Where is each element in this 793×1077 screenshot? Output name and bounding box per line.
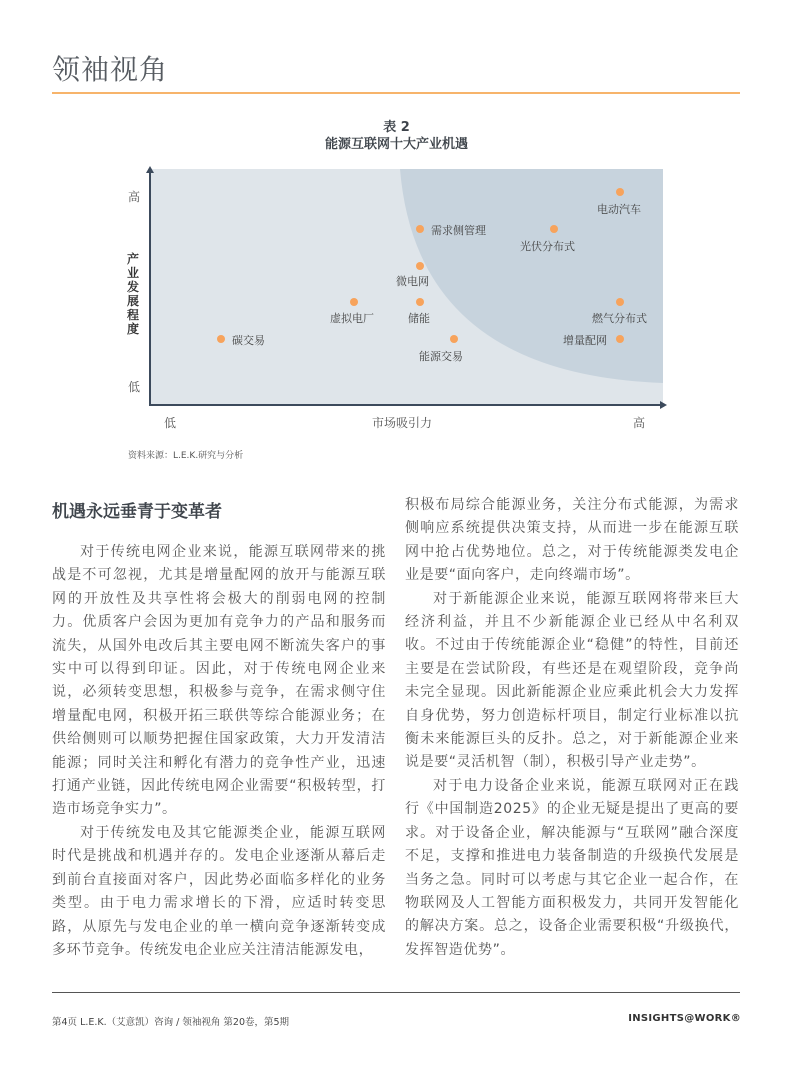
x-axis <box>149 404 663 406</box>
section-heading: 机遇永远垂青于变革者 <box>52 502 222 522</box>
paragraph: 对于新能源企业来说，能源互联网将带来巨大经济利益，并且不少新能源企业已经从中名利双收。不过由于传统能源企业“稳健”的特性，目前还主要是在尝试阶段，有些还是在观望阶段，竞争尚未完全显现。因此新能源企业应乘此机会大力发挥自身优势，努力创造标杆项目，制定行业标准以抗衡未来能源巨头的反扑。总之，对于新能源企业来说是要“灵活机智（制），积极引导产业走势”。 <box>405 590 739 771</box>
y-axis-title: 产业发展程度 <box>127 252 140 336</box>
point-label: 储能 <box>408 312 430 325</box>
x-axis-arrow-icon <box>660 401 667 409</box>
point-label: 燃气分布式 <box>592 312 647 325</box>
x-tick-low: 低 <box>164 416 177 430</box>
paragraph: 对于传统电网企业来说，能源互联网带来的挑战是不可忽视，尤其是增量配网的放开与能源互联网的开放性及共享性将会极大的削弱电网的控制力。优质客户会因为更加有竞争力的产品和服务而流失，从国外电改后其主要电网不断流失客户的事实中可以得到印证。因此，对于传统电网企业来说，必须转变思想，积极参与竞争，在需求侧守住增量配电网，积极开拓三联供等综合能源业务；在供给侧则可以顺势把握住国家政策，大力开发清洁能源；同时关注和孵化有潜力的竞争性产业，迅速打通产业链，因此传统电网企业需要“积极转型，打造市场竞争实力”。 <box>52 544 386 818</box>
point-label: 电动汽车 <box>597 203 641 216</box>
header-divider <box>52 92 740 94</box>
data-point <box>416 298 424 306</box>
footer-page-info: 第4页 L.E.K.（艾意凯）咨询 / 领袖视角 第20卷，第5期 <box>52 1017 290 1028</box>
data-point <box>350 298 358 306</box>
point-label: 碳交易 <box>232 334 265 347</box>
footer-divider <box>52 992 740 993</box>
y-axis <box>149 170 151 406</box>
y-axis-arrow-icon <box>146 166 154 173</box>
page-section-title: 领袖视角 <box>52 53 169 86</box>
data-point <box>616 298 624 306</box>
footer-brand: INSIGHTS@WORK® <box>628 1013 741 1024</box>
article-column-left <box>52 541 386 962</box>
data-point <box>450 335 458 343</box>
point-label: 需求侧管理 <box>431 224 486 237</box>
point-label: 增量配网 <box>563 334 607 347</box>
figure-source: 资料来源：L.E.K.研究与分析 <box>128 451 244 461</box>
y-tick-low: 低 <box>128 380 141 394</box>
data-point <box>217 335 225 343</box>
x-axis-title: 市场吸引力 <box>372 416 433 430</box>
figure-number: 表 2 <box>383 120 410 135</box>
paragraph: 对于传统发电及其它能源类企业，能源互联网时代是挑战和机遇并存的。发电企业逐渐从幕后走到前台直接面对客户，因此势必面临多样化的业务类型。由于电力需求增长的下滑，应适时转变思路，从原先与发电企业的单一横向竞争逐渐转变成多环节竞争。传统发电企业应关注清洁能源发电， <box>52 824 386 958</box>
x-tick-high: 高 <box>633 416 646 430</box>
point-label: 光伏分布式 <box>520 240 575 253</box>
data-point <box>416 225 424 233</box>
data-point <box>550 225 558 233</box>
opportunity-matrix-chart <box>110 160 680 460</box>
data-point <box>416 262 424 270</box>
article-column-right <box>405 494 739 962</box>
paragraph: 对于电力设备企业来说，能源互联网对正在践行《中国制造2025》的企业无疑是提出了更高的要求。对于设备企业，解决能源与“互联网”融合深度不足，支撑和推进电力装备制造的升级换代发展是当务之急。同时可以考虑与其它企业一起合作，在物联网及人工智能方面积极发力，共同开发智能化的解决方案。总之，设备企业需要积极“升级换代，发挥智造优势”。 <box>405 777 739 958</box>
point-label: 微电网 <box>396 275 429 288</box>
point-label: 能源交易 <box>419 350 463 363</box>
paragraph-continuation: 积极布局综合能源业务，关注分布式能源，为需求侧响应系统提供决策支持，从而进一步在能源互联网中抢占优势地位。总之，对于传统能源类发电企业是要“面向客户，走向终端市场”。 <box>405 497 739 584</box>
y-tick-high: 高 <box>128 190 141 204</box>
data-point <box>616 188 624 196</box>
data-point <box>616 335 624 343</box>
point-label: 虚拟电厂 <box>330 312 374 325</box>
figure-title: 能源互联网十大产业机遇 <box>324 137 468 152</box>
